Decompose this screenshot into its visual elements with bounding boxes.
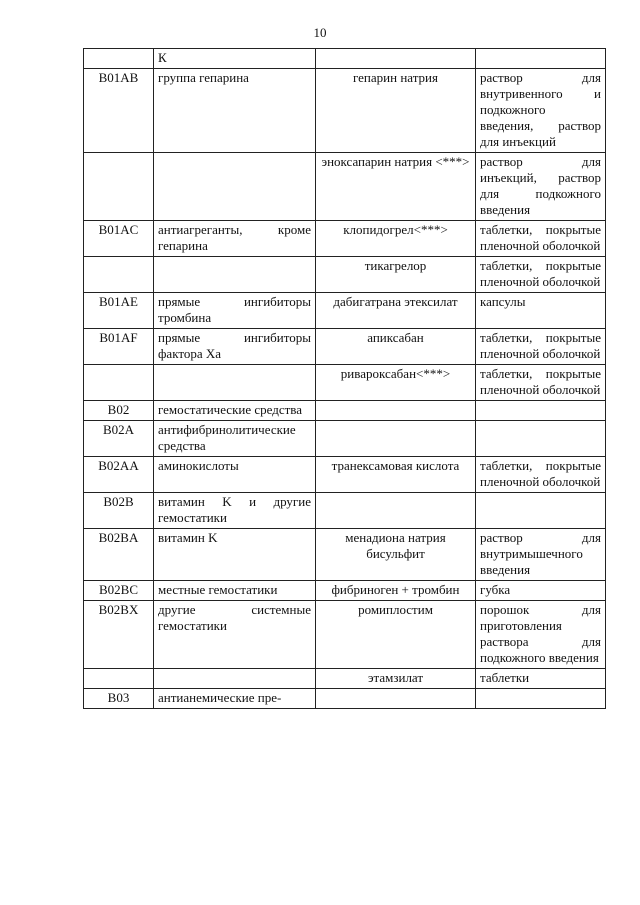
cell-name: ромиплостим — [316, 601, 476, 669]
cell-form: таблетки, покрытые пленочной оболочкой — [476, 257, 606, 293]
table-row — [84, 221, 606, 257]
table-row — [84, 421, 606, 457]
table-row — [84, 257, 606, 293]
cell-group: аминокислоты — [154, 457, 316, 493]
table-row — [84, 493, 606, 529]
cell-code — [84, 49, 154, 69]
cell-group: прямые ингибиторы фактора Xa — [154, 329, 316, 365]
cell-code: B02A — [84, 421, 154, 457]
table-row — [84, 529, 606, 581]
cell-form — [476, 421, 606, 457]
table-row — [84, 329, 606, 365]
table-row — [84, 153, 606, 221]
cell-code: B02AA — [84, 457, 154, 493]
table-row — [84, 401, 606, 421]
cell-form: раствор для инъекций, раствор для подкожного введения — [476, 153, 606, 221]
cell-group: прямые ингибиторы тромбина — [154, 293, 316, 329]
cell-code: B02B — [84, 493, 154, 529]
cell-group: группа гепарина — [154, 69, 316, 153]
table-row — [84, 49, 606, 69]
cell-group — [154, 257, 316, 293]
cell-form: таблетки, покрытые пленочной оболочкой — [476, 221, 606, 257]
cell-name: тикагрелор — [316, 257, 476, 293]
cell-name: менадиона натрия бисульфит — [316, 529, 476, 581]
cell-group: антифибринолитические средства — [154, 421, 316, 457]
cell-form: раствор для внутривенного и подкожного введения, раствор для инъекций — [476, 69, 606, 153]
cell-name: фибриноген + тромбин — [316, 581, 476, 601]
cell-name — [316, 401, 476, 421]
cell-code — [84, 257, 154, 293]
cell-form: таблетки, покрытые пленочной оболочкой — [476, 457, 606, 493]
cell-code — [84, 153, 154, 221]
table-row — [84, 293, 606, 329]
cell-code: B01AE — [84, 293, 154, 329]
table-row — [84, 457, 606, 493]
cell-name — [316, 49, 476, 69]
cell-form: губка — [476, 581, 606, 601]
cell-code: B01AC — [84, 221, 154, 257]
table-row — [84, 601, 606, 669]
cell-name: апиксабан — [316, 329, 476, 365]
cell-form: таблетки — [476, 669, 606, 689]
cell-name: ривароксабан<***> — [316, 365, 476, 401]
cell-group — [154, 153, 316, 221]
cell-name — [316, 689, 476, 709]
cell-group — [154, 365, 316, 401]
cell-code: B01AB — [84, 69, 154, 153]
table-row — [84, 581, 606, 601]
cell-group: К — [154, 49, 316, 69]
cell-code: B02BA — [84, 529, 154, 581]
cell-group: антианемические пре- — [154, 689, 316, 709]
cell-group: гемостатические средства — [154, 401, 316, 421]
cell-name: транексамовая кислота — [316, 457, 476, 493]
cell-code — [84, 669, 154, 689]
cell-name: гепарин натрия — [316, 69, 476, 153]
cell-code: B02 — [84, 401, 154, 421]
cell-code: B02BC — [84, 581, 154, 601]
cell-form — [476, 49, 606, 69]
table-row — [84, 669, 606, 689]
cell-form: таблетки, покрытые пленочной оболочкой — [476, 365, 606, 401]
cell-name: эноксапарин натрия <***> — [316, 153, 476, 221]
cell-group: местные гемостатики — [154, 581, 316, 601]
cell-group: антиагреганты, кроме гепарина — [154, 221, 316, 257]
page-number: 10 — [313, 25, 327, 40]
cell-form — [476, 401, 606, 421]
cell-group: другие системные гемостатики — [154, 601, 316, 669]
cell-group — [154, 669, 316, 689]
table-row — [84, 69, 606, 153]
cell-code — [84, 365, 154, 401]
cell-form: таблетки, покрытые пленочной оболочкой — [476, 329, 606, 365]
cell-form — [476, 689, 606, 709]
cell-code: B01AF — [84, 329, 154, 365]
cell-group: витамин K и другие гемостатики — [154, 493, 316, 529]
cell-name: этамзилат — [316, 669, 476, 689]
cell-form: раствор для внутримышечного введения — [476, 529, 606, 581]
cell-name: клопидогрел<***> — [316, 221, 476, 257]
cell-group: витамин K — [154, 529, 316, 581]
cell-code: B03 — [84, 689, 154, 709]
cell-name — [316, 493, 476, 529]
cell-name — [316, 421, 476, 457]
cell-form — [476, 493, 606, 529]
cell-form: капсулы — [476, 293, 606, 329]
cell-form: порошок для приготовления раствора для подкожного введения — [476, 601, 606, 669]
cell-name: дабигатрана этексилат — [316, 293, 476, 329]
drug-table — [83, 48, 606, 709]
table-row — [84, 689, 606, 709]
table-row — [84, 365, 606, 401]
cell-code: B02BX — [84, 601, 154, 669]
